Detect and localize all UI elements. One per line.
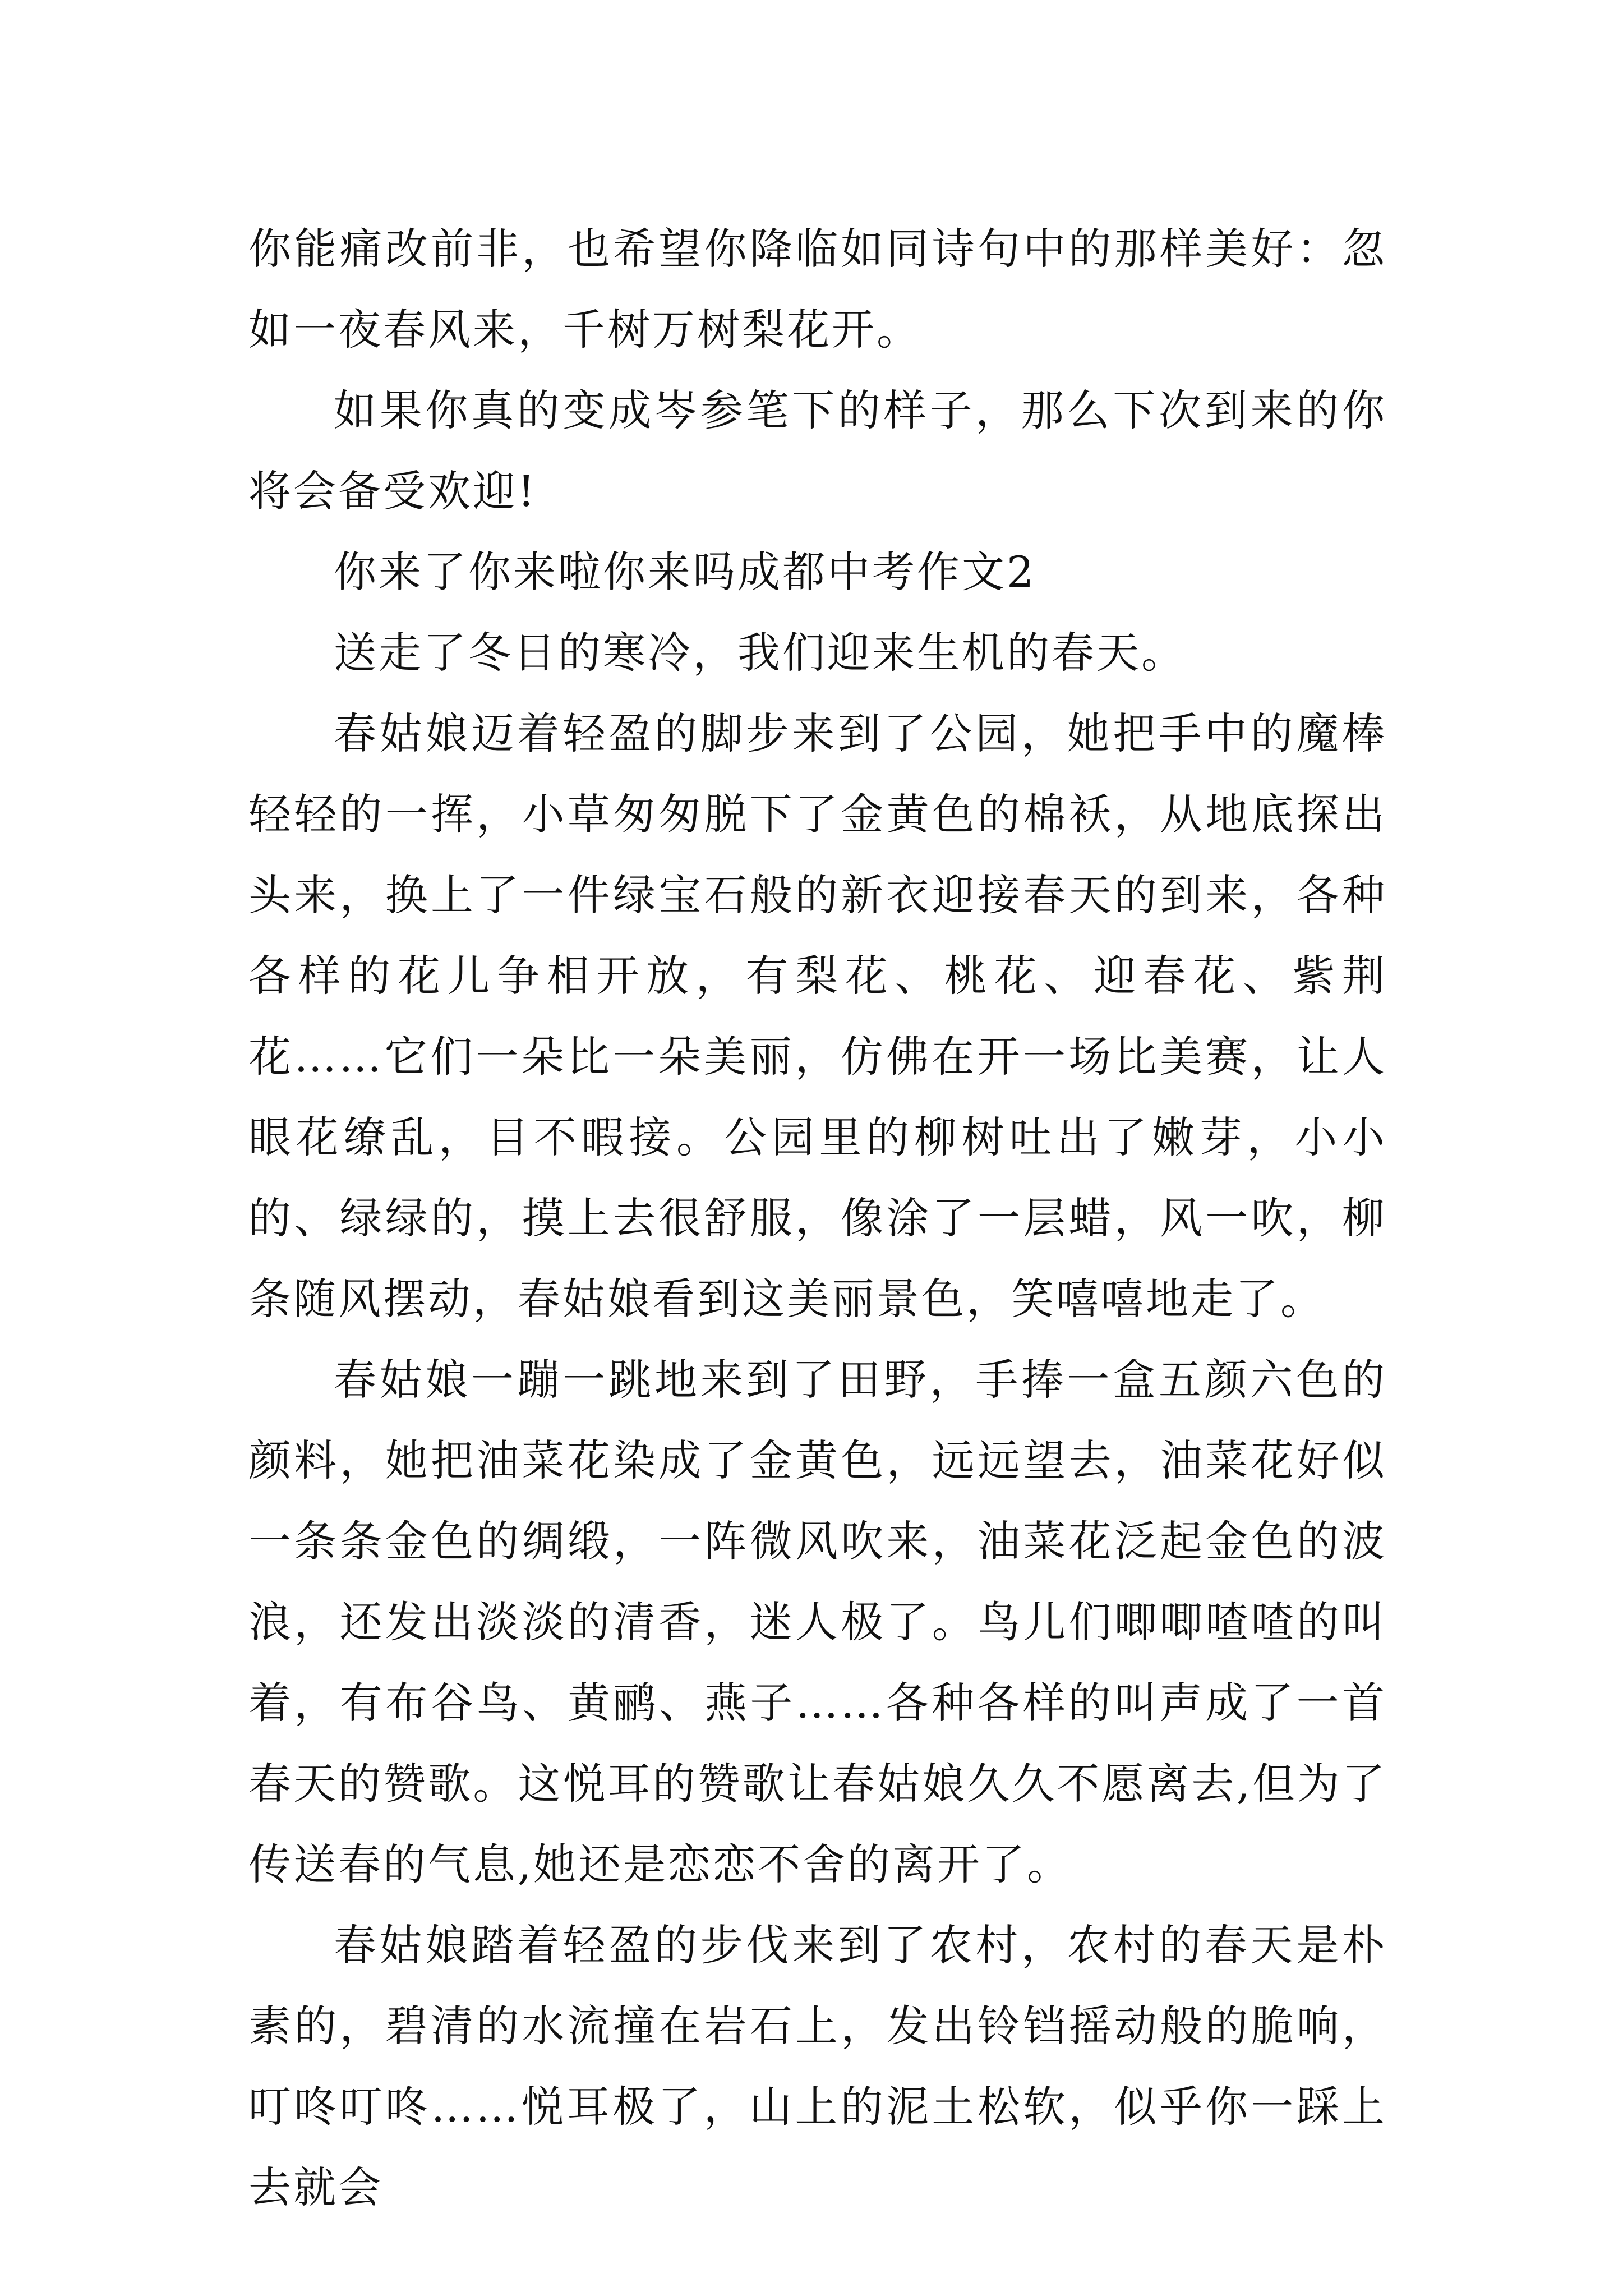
paragraph: 春姑娘迈着轻盈的脚步来到了公园，她把手中的魔棒轻轻的一挥，小草匆匆脱下了金黄色的棉袄，从地底探出头来，换上了一件绿宝石般的新衣迎接春天的到来，各种各样的花儿争相开放，有梨花、桃花、迎春花、紫荆花……它们一朵比一朵美丽，仿佛在开一场比美赛，让人眼花缭乱，目不暇接。公园里的柳树吐出了嫩芽，小小的、绿绿的，摸上去很舒服，像涂了一层蜡，风一吹，柳条随风摆动，春姑娘看到这美丽景色，笑嘻嘻地走了。	[248, 708, 1387, 1324]
paragraph: 你能痛改前非，也希望你降临如同诗句中的那样美好：忽如一夜春风来，千树万树梨花开。	[248, 224, 1387, 355]
paragraph: 春姑娘一蹦一跳地来到了田野，手捧一盒五颜六色的颜料，她把油菜花染成了金黄色，远远望去，油菜花好似一条条金色的绸缎，一阵微风吹来，油菜花泛起金色的波浪，还发出淡淡的清香，迷人极了。鸟儿们唧唧喳喳的叫着，有布谷鸟、黄鹂、燕子……各种各样的叫声成了一首春天的赞歌。这悦耳的赞歌让春姑娘久久不愿离去,但为了传送春的气息,她还是恋恋不舍的离开了。	[248, 1355, 1387, 1889]
section-heading: 你来了你来啦你来吗成都中考作文2	[334, 547, 1036, 597]
paragraph: 送走了冬日的寒冷，我们迎来生机的春天。	[334, 628, 1186, 678]
paragraph: 春姑娘踏着轻盈的步伐来到了农村，农村的春天是朴素的，碧清的水流撞在岩石上，发出铃铛摇动般的脆响，叮咚叮咚……悦耳极了，山上的泥土松软，似乎你一踩上去就会	[248, 1920, 1387, 2212]
paragraph: 如果你真的变成岑参笔下的样子，那么下次到来的你将会备受欢迎!	[248, 385, 1387, 516]
body-text	[248, 209, 1387, 2228]
